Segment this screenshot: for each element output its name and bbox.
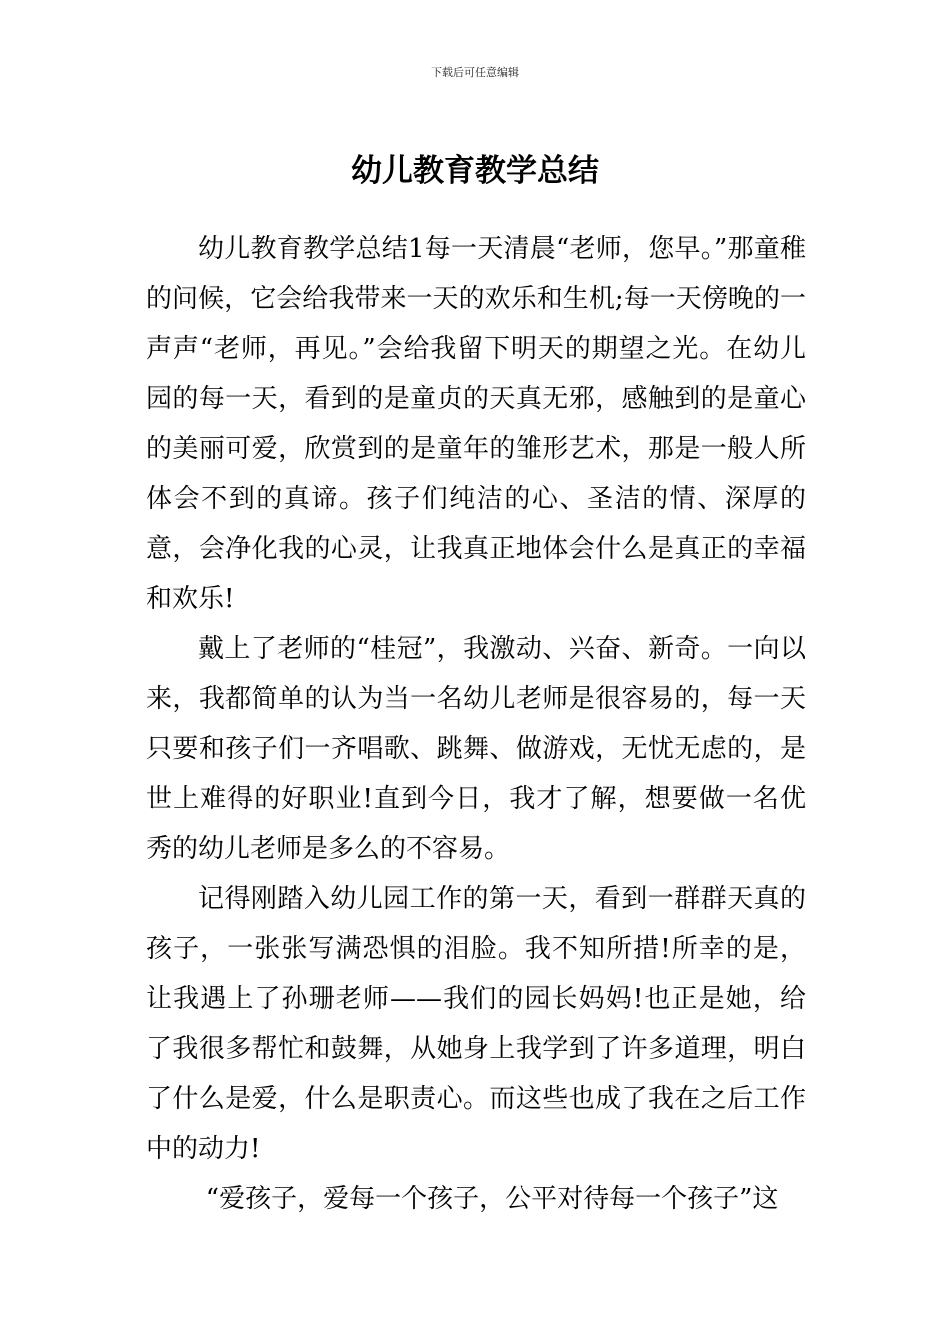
body-paragraph: 幼儿教育教学总结1每一天清晨“老师，您早。”那童稚的问候，它会给我带来一天的欢乐和生机;每一天傍晚的一声声“老师，再见。”会给我留下明天的期望之光。在幼儿园的每一天，看到的是童贞的天真无邪，感触到的是童心的美丽可爱，欣赏到的是童年的雏形艺术，那是一般人所体会不到的真谛。孩子们纯洁的心、圣洁的情、深厚的意，会净化我的心灵，让我真正地体会什么是真正的幸福和欢乐! xyxy=(146,234,806,614)
page-header-note: 下载后可任意编辑 xyxy=(431,66,519,79)
body-paragraph: 记得刚踏入幼儿园工作的第一天，看到一群群天真的孩子，一张张写满恐惧的泪脸。我不知所措!所幸的是，让我遇上了孙珊老师——我们的园长妈妈!也正是她，给了我很多帮忙和鼓舞，从她身上我学到了许多道理，明白了什么是爱，什么是职责心。而这些也成了我在之后工作中的动力! xyxy=(146,884,806,1164)
document-title: 幼儿教育教学总结 xyxy=(351,152,599,189)
body-paragraph: “爱孩子，爱每一个孩子，公平对待每一个孩子”这 xyxy=(205,1184,779,1214)
document-body xyxy=(146,224,806,1224)
body-paragraph: 戴上了老师的“桂冠”，我激动、兴奋、新奇。一向以来，我都简单的认为当一名幼儿老师是很容易的，每一天只要和孩子们一齐唱歌、跳舞、做游戏，无忧无虑的，是世上难得的好职业!直到今日，我才了解，想要做一名优秀的幼儿老师是多么的不容易。 xyxy=(146,634,806,864)
